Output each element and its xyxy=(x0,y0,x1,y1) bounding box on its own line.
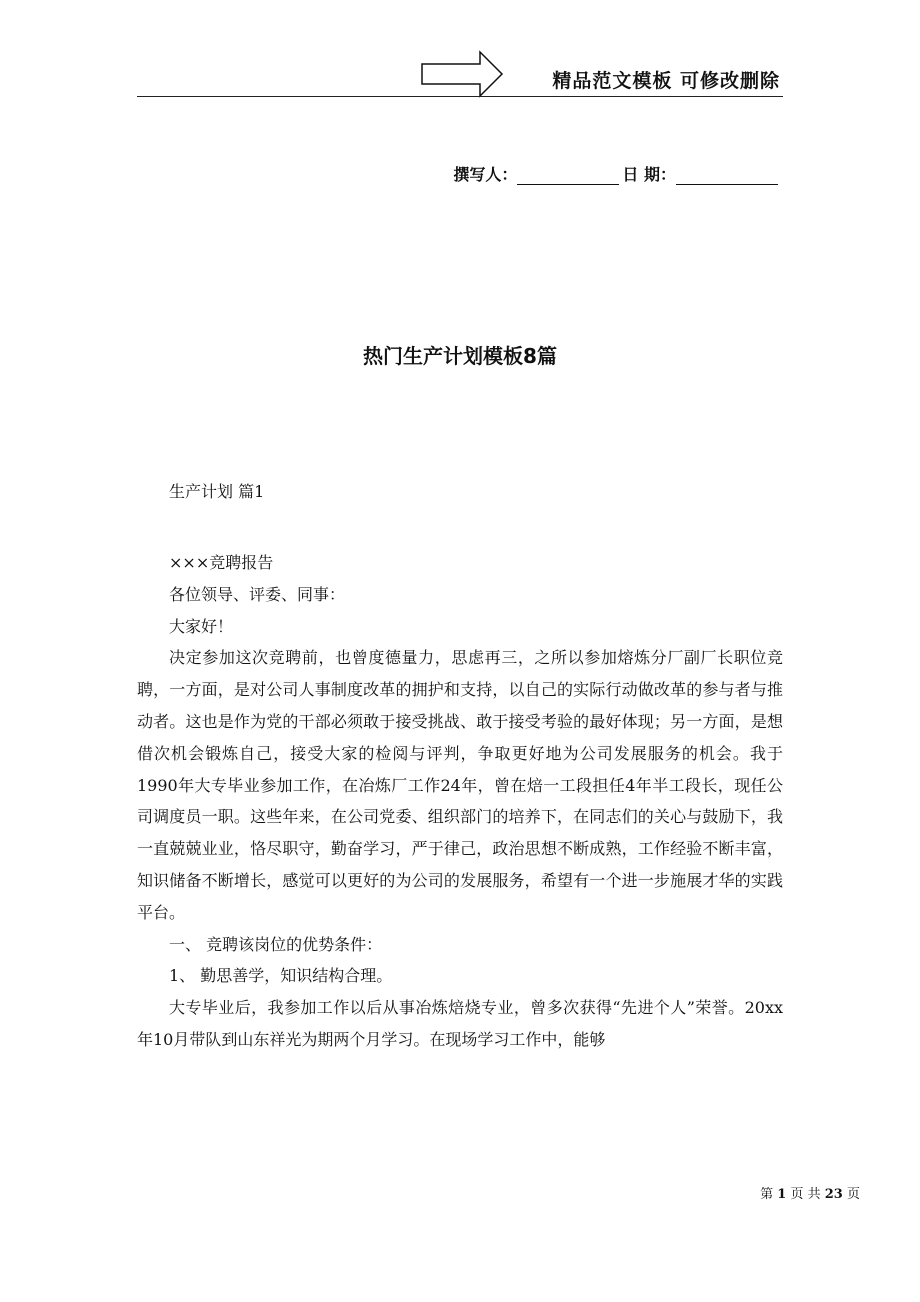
arrow-right-icon xyxy=(420,50,504,98)
paragraph: 决定参加这次竞聘前，也曾度德量力，思虑再三，之所以参加熔炼分厂副厂长职位竞聘，一方面，是对公司人事制度改革的拥护和支持，以自己的实际行动做改革的参与者与推动者。这也是作为党的干部必须敢于接受挑战、敢于接受考验的最好体现；另一方面，是想借次机会锻炼自己，接受大家的检阅与评判，争取更好地为公司发展服务的机会。我于1990年大专毕业参加工作，在冶炼厂工作24年，曾在焙一工段担任4年半工段长，现任公司调度员一职。这些年来，在公司党委、组织部门的培养下，在同志们的关心与鼓励下，我一直兢兢业业，恪尽职守，勤奋学习，严于律己，政治思想不断成熟，工作经验不断丰富，知识储备不断增长，感觉可以更好的为公司的发展服务，希望有一个进一步施展才华的实践平台。 xyxy=(137,648,783,922)
section-heading: 生产计划 篇1 xyxy=(169,482,265,501)
page-footer xyxy=(760,1183,860,1202)
header-divider xyxy=(137,96,783,97)
date-label: 日 期： xyxy=(622,165,676,184)
footer-suffix: 页 xyxy=(846,1187,860,1202)
paragraph: 各位领导、评委、同事： xyxy=(169,584,346,604)
author-blank-field xyxy=(517,166,619,185)
paragraph: 1、 勤思善学，知识结构合理。 xyxy=(169,966,393,986)
current-page-number: 1 xyxy=(777,1187,787,1202)
document-body xyxy=(137,547,783,1056)
paragraph: ×××竞聘报告 xyxy=(169,553,274,572)
date-blank-field xyxy=(676,166,778,185)
paragraph: 大家好！ xyxy=(169,616,234,636)
total-pages-number: 23 xyxy=(824,1187,843,1202)
footer-middle: 页 共 xyxy=(790,1187,821,1202)
header-label: 精品范文模板 可修改删除 xyxy=(552,70,780,92)
author-label: 撰写人： xyxy=(453,165,518,184)
paragraph: 大专毕业后，我参加工作以后从事冶炼焙烧专业，曾多次获得“先进个人”荣誉。20xx年10月带队到山东祥光为期两个月学习。在现场学习工作中，能够 xyxy=(137,998,783,1049)
section-heading-block xyxy=(137,476,783,508)
author-date-line xyxy=(453,162,781,185)
paragraph: 一、 竞聘该岗位的优势条件： xyxy=(169,934,383,954)
footer-prefix: 第 xyxy=(760,1187,774,1202)
document-title: 热门生产计划模板8篇 xyxy=(363,344,557,368)
